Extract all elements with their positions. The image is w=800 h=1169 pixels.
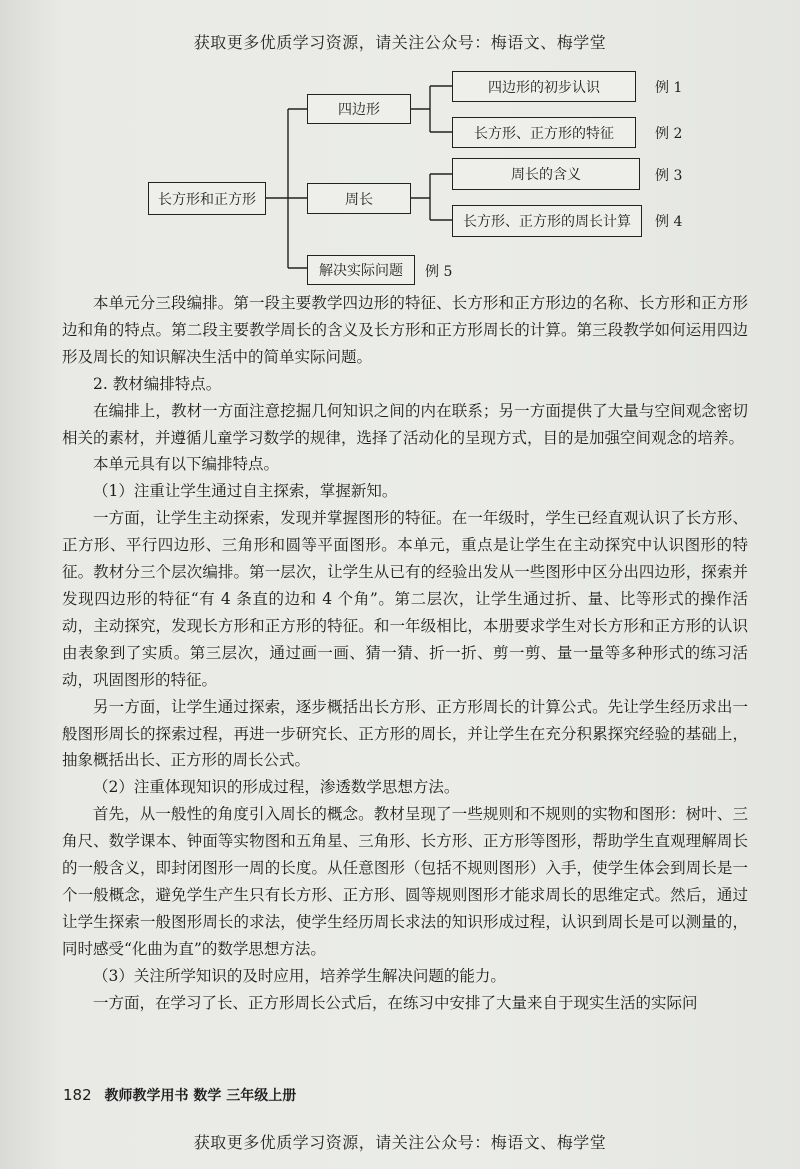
subsection-heading: （2）注重体现知识的形成过程，渗透数学思想方法。: [93, 778, 460, 797]
example-label-3: 例 3: [655, 168, 683, 184]
paragraph: 一方面，让学生主动探索，发现并掌握图形的特征。在一年级时，学生已经直观认识了长方形、正方形、平行四边形、三角形和圆等平面图形。本单元，重点是让学生在主动探究中认识图形的特征。教材分三个层次编排。第一层次，让学生从已有的经验出发从一些图形中区分出四边形，探索并发现四边形的特征“有 4 条直的边和 4 个角”。第二层次，让学生通过折、量、比等形式的操作活动，主动探究，发现长方形和正方形的特征。和一年级相比，本册要求学生对长方形和正方形的认识由表象到了实质。第三层次，通过画一画、猜一猜、折一折、剪一剪、量一量等多种形式的练习活动，巩固图形的特征。: [62, 509, 748, 689]
page-footer: [63, 1085, 296, 1105]
paragraph: 本单元具有以下编排特点。: [93, 455, 280, 474]
branch-node-perimeter: 周长: [307, 183, 411, 214]
structure-diagram: [0, 0, 800, 300]
book-title: 教师教学用书 数学 三年级上册: [104, 1088, 297, 1104]
branch-node-solve-problems: 解决实际问题: [307, 255, 415, 285]
subsection-heading: （1）注重让学生通过自主探索，掌握新知。: [93, 482, 398, 501]
example-label-1: 例 1: [655, 80, 683, 96]
body-text: [62, 290, 748, 1016]
paragraph: 本单元分三段编排。第一段主要教学四边形的特征、长方形和正方形边的名称、长方形和正方形边和角的特点。第二段主要教学周长的含义及长方形和正方形周长的计算。第三段教学如何运用四边形及周长的知识解决生活中的简单实际问题。: [62, 294, 748, 366]
example-label-2: 例 2: [655, 126, 683, 142]
paragraph: 另一方面，让学生通过探索，逐步概括出长方形、正方形周长的计算公式。先让学生经历求出一般图形周长的探索过程，再进一步研究长、正方形的周长，并让学生在充分积累探究经验的基础上，抽象概括出长、正方形的周长公式。: [62, 697, 748, 770]
root-node: 长方形和正方形: [148, 182, 266, 215]
leaf-node-quadrilateral-intro: 四边形的初步认识: [452, 71, 636, 102]
branch-node-quadrilateral: 四边形: [307, 94, 411, 124]
header-banner: 获取更多优质学习资源，请关注公众号：梅语文、梅学堂: [193, 33, 607, 52]
page-number: 182: [63, 1086, 92, 1104]
leaf-node-perimeter-calculation: 长方形、正方形的周长计算: [452, 205, 642, 237]
paragraph: 一方面，在学习了长、正方形周长公式后，在练习中安排了大量来自于现实生活的实际问: [93, 993, 698, 1012]
paragraph: 首先，从一般性的角度引入周长的概念。教材呈现了一些规则和不规则的实物和图形：树叶、三角尺、数学课本、钟面等实物图和五角星、三角形、长方形、正方形等图形，帮助学生直观理解周长的一般含义，即封闭图形一周的长度。从任意图形（包括不规则图形）入手，使学生体会到周长是一个一般概念，避免学生产生只有长方形、正方形、圆等规则图形才能求周长的思维定式。然后，通过让学生探索一般图形周长的求法，使学生经历周长求法的知识形成过程，认识到周长是可以测量的，同时感受“化曲为直”的数学思想方法。: [62, 805, 748, 958]
example-label-5: 例 5: [425, 264, 453, 280]
footer-banner: 获取更多优质学习资源，请关注公众号：梅语文、梅学堂: [193, 1133, 607, 1152]
section-heading: 2. 教材编排特点。: [93, 374, 222, 393]
paragraph: 在编排上，教材一方面注意挖掘几何知识之间的内在联系；另一方面提供了大量与空间观念密切相关的素材，并遵循儿童学习数学的规律，选择了活动化的呈现方式，目的是加强空间观念的培养。: [62, 401, 748, 447]
subsection-heading: （3）关注所学知识的及时应用，培养学生解决问题的能力。: [93, 966, 506, 985]
leaf-node-rect-square-features: 长方形、正方形的特征: [452, 117, 636, 148]
example-label-4: 例 4: [655, 214, 683, 230]
leaf-node-perimeter-meaning: 周长的含义: [452, 158, 640, 190]
